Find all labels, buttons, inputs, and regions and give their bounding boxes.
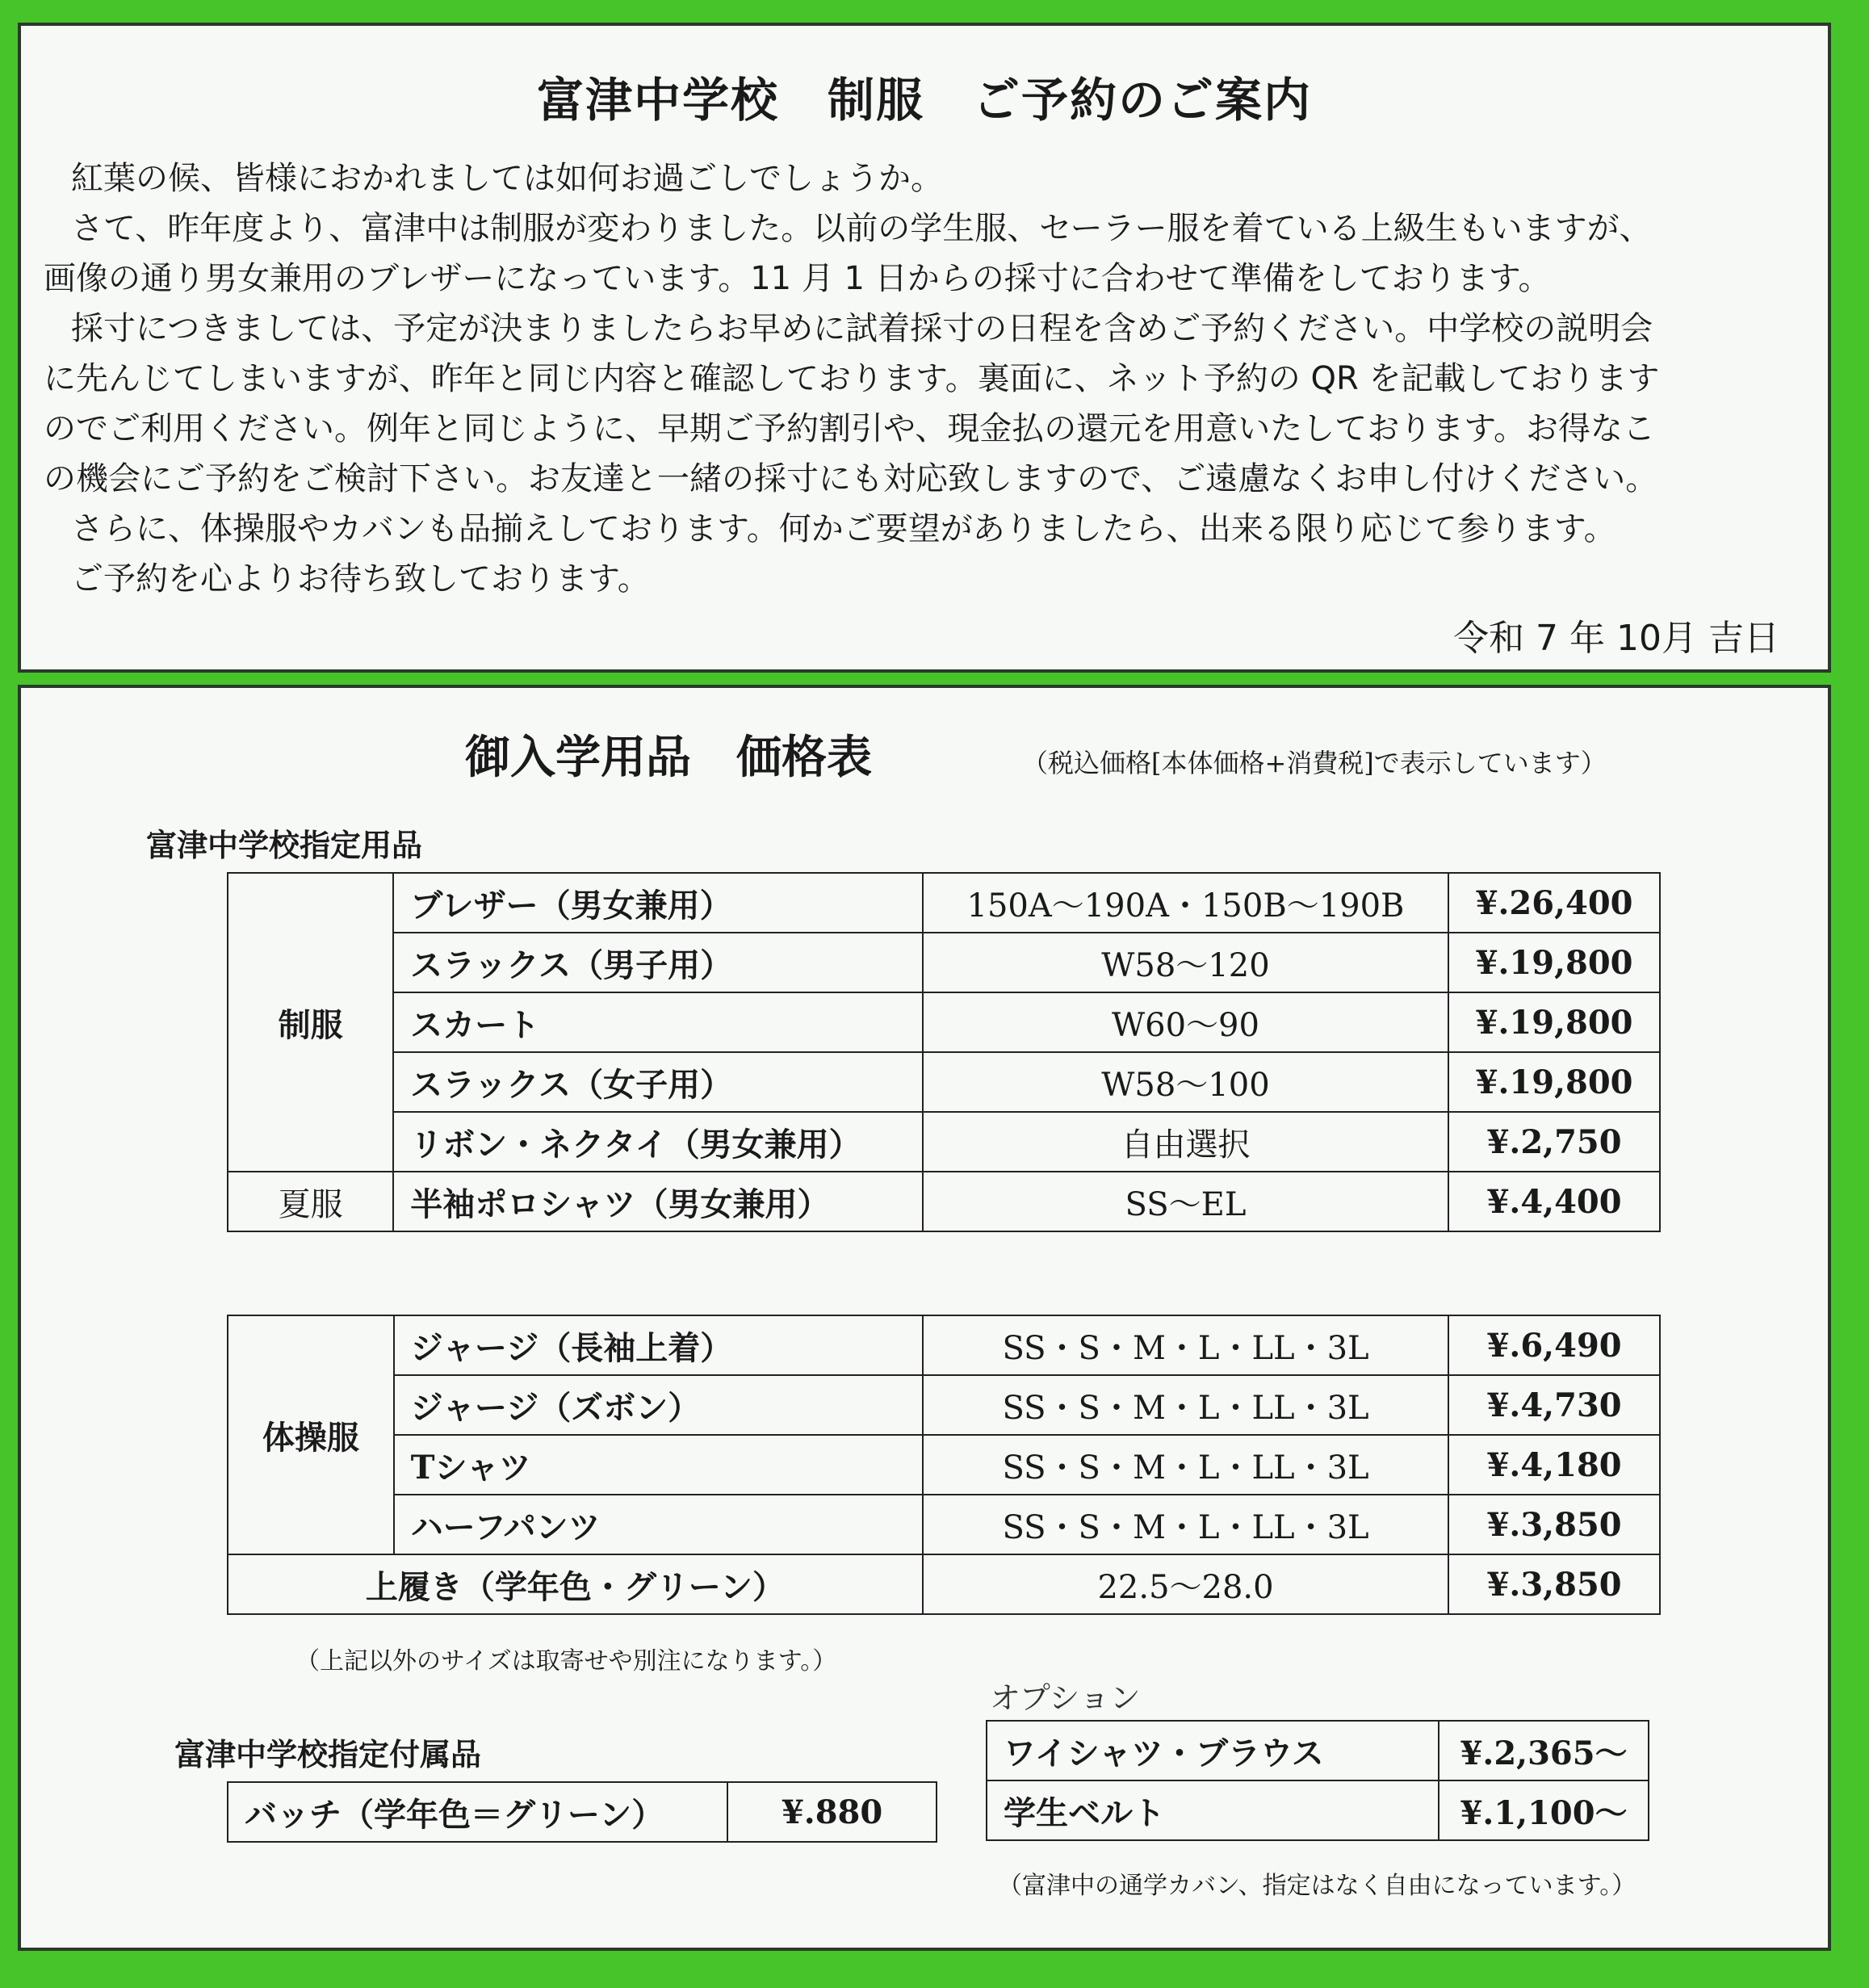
notice-paragraph: 紅葉の候、皆様におかれましては如何お過ごしでしょうか。 [71, 160, 943, 197]
item-cell: Tシャツ [394, 1435, 923, 1495]
size-cell: W58～100 [923, 1052, 1448, 1112]
notice-title: 富津中学校 制服 ご予約のご案内 [536, 73, 1312, 128]
accessories-heading: 富津中学校指定付属品 [174, 1736, 482, 1772]
designated-items-heading: 富津中学校指定用品 [146, 827, 423, 863]
gym-price-table [227, 1315, 1661, 1615]
table-row [228, 933, 1660, 992]
table-row [228, 1172, 1660, 1231]
category-cell: 夏服 [228, 1172, 393, 1231]
table-row [228, 1554, 1660, 1614]
price-cell: ¥.4,180 [1448, 1435, 1660, 1495]
uniform-price-table [227, 872, 1661, 1232]
item-cell: バッチ（学年色＝グリーン） [228, 1782, 727, 1842]
item-cell: ジャージ（長袖上着） [394, 1315, 923, 1375]
item-cell: 上履き（学年色・グリーン） [228, 1554, 923, 1614]
table-row [228, 1112, 1660, 1172]
price-cell: ¥.4,400 [1448, 1172, 1660, 1231]
category-cell: 制服 [228, 873, 393, 1172]
price-cell: ¥.26,400 [1448, 873, 1660, 933]
notice-paragraph: のでご利用ください。例年と同じように、早期ご予約割引や、現金払の還元を用意いたしております。お得なこ [44, 410, 1655, 447]
price-cell: ¥.1,100～ [1439, 1780, 1649, 1840]
category-cell: 体操服 [228, 1315, 394, 1554]
size-cell: 自由選択 [923, 1112, 1448, 1172]
table-row [228, 873, 1660, 933]
price-cell: ¥.19,800 [1448, 992, 1660, 1052]
item-cell: ブレザー（男女兼用） [393, 873, 923, 933]
item-cell: 半袖ポロシャツ（男女兼用） [393, 1172, 923, 1231]
size-cell: SS・S・M・L・LL・3L [923, 1315, 1448, 1375]
notice-panel [18, 23, 1831, 673]
table-row [228, 1052, 1660, 1112]
item-cell: スラックス（女子用） [393, 1052, 923, 1112]
notice-paragraph: 採寸につきましては、予定が決まりましたらお早めに試着採寸の日程を含めご予約ください。中学校の説明会 [71, 310, 1653, 347]
tax-note: （税込価格[本体価格+消費税]で表示しています） [1022, 748, 1607, 778]
item-cell: ジャージ（ズボン） [394, 1375, 923, 1435]
bag-note: （富津中の通学カバン、指定はなく自由になっています。） [998, 1872, 1636, 1900]
price-cell: ¥.3,850 [1448, 1554, 1660, 1614]
price-cell: ¥.19,800 [1448, 1052, 1660, 1112]
accessories-table [227, 1781, 937, 1843]
price-cell: ¥.19,800 [1448, 933, 1660, 992]
item-cell: ハーフパンツ [394, 1495, 923, 1554]
notice-paragraph: ご予約を心よりお待ち致しております。 [71, 560, 650, 598]
item-cell: 学生ベルト [987, 1780, 1439, 1840]
size-cell: 22.5～28.0 [923, 1554, 1448, 1614]
notice-paragraph: に先んじてしまいますが、昨年と同じ内容と確認しております。裏面に、ネット予約の QR を記載しております [44, 360, 1660, 397]
size-cell: 150A～190A・150B～190B [923, 873, 1448, 933]
table-row [987, 1780, 1649, 1840]
size-cell: SS～EL [923, 1172, 1448, 1231]
size-cell: SS・S・M・L・LL・3L [923, 1495, 1448, 1554]
table-row [228, 992, 1660, 1052]
notice-paragraph: 画像の通り男女兼用のブレザーになっています。11 月 1 日からの採寸に合わせて準備をしております。 [44, 260, 1551, 297]
table-row [987, 1721, 1649, 1780]
size-note: （上記以外のサイズは取寄せや別注になります。） [295, 1647, 837, 1676]
item-cell: スラックス（男子用） [393, 933, 923, 992]
price-cell: ¥.4,730 [1448, 1375, 1660, 1435]
size-cell: W58～120 [923, 933, 1448, 992]
price-cell: ¥.3,850 [1448, 1495, 1660, 1554]
price-list-title: 御入学用品 価格表 [465, 731, 872, 784]
notice-paragraph: さて、昨年度より、富津中は制服が変わりました。以前の学生服、セーラー服を着ている上級生もいますが、 [71, 210, 1652, 247]
price-cell: ¥.2,365～ [1439, 1721, 1649, 1780]
price-cell: ¥.2,750 [1448, 1112, 1660, 1172]
notice-date: 令和 7 年 10月 吉日 [1453, 618, 1779, 659]
size-cell: SS・S・M・L・LL・3L [923, 1435, 1448, 1495]
price-cell: ¥.880 [727, 1782, 937, 1842]
item-cell: ワイシャツ・ブラウス [987, 1721, 1439, 1780]
size-cell: W60～90 [923, 992, 1448, 1052]
size-cell: SS・S・M・L・LL・3L [923, 1375, 1448, 1435]
table-row [228, 1375, 1660, 1435]
options-table [986, 1720, 1649, 1841]
item-cell: スカート [393, 992, 923, 1052]
table-row [228, 1495, 1660, 1554]
price-list-panel [18, 685, 1831, 1951]
price-cell: ¥.6,490 [1448, 1315, 1660, 1375]
item-cell: リボン・ネクタイ（男女兼用） [393, 1112, 923, 1172]
notice-paragraph: の機会にご予約をご検討下さい。お友達と一緒の採寸にも対応致しますので、ご遠慮なくお申し付けください。 [44, 460, 1658, 497]
table-row [228, 1782, 937, 1842]
notice-paragraph: さらに、体操服やカバンも品揃えしております。何かご要望がありましたら、出来る限り応じて参ります。 [71, 510, 1616, 547]
table-row [228, 1315, 1660, 1375]
table-row [228, 1435, 1660, 1495]
options-heading: オプション [990, 1680, 1141, 1716]
